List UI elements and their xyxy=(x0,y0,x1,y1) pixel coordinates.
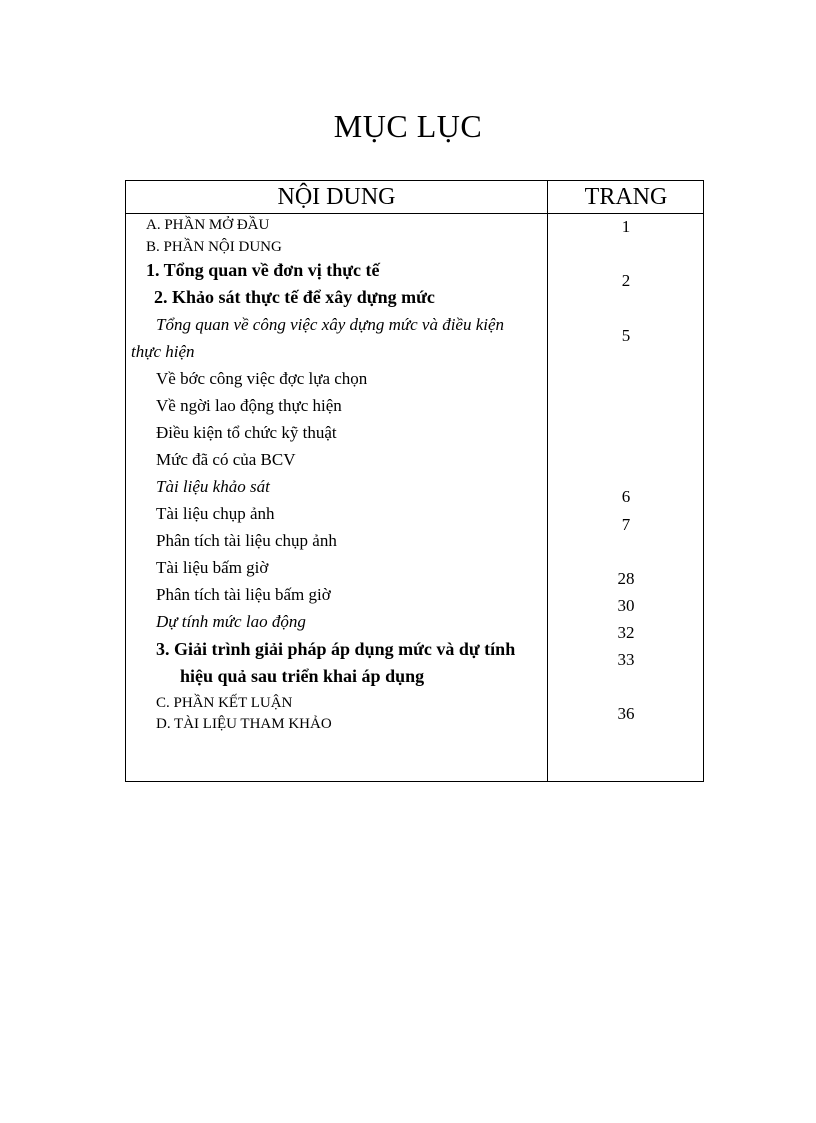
toc-entry: 2. Khảo sát thực tế để xây dựng mức xyxy=(154,287,435,307)
toc-entry: Về ngời lao động thực hiện xyxy=(156,396,342,415)
toc-entry: hiệu quả sau triển khai áp dụng xyxy=(180,666,425,686)
page-number: 1 xyxy=(621,217,631,236)
header-page: TRANG xyxy=(584,184,668,210)
column-divider xyxy=(547,181,548,781)
toc-entry: Tài liệu chụp ảnh xyxy=(156,504,275,523)
toc-entry: 1. Tổng quan về đơn vị thực tế xyxy=(146,260,380,280)
page-number: 5 xyxy=(621,326,631,345)
toc-entry: D. TÀI LIỆU THAM KHẢO xyxy=(156,716,332,732)
toc-entry: B. PHẦN NỘI DUNG xyxy=(146,239,282,255)
toc-entry: 3. Giải trình giải pháp áp dụng mức và dự tính xyxy=(156,639,516,659)
page-number: 36 xyxy=(617,704,635,723)
toc-entry: Tài liệu khảo sát xyxy=(156,477,270,496)
toc-entry: A. PHẦN MỞ ĐẦU xyxy=(146,217,270,233)
toc-entry: Mức đã có của BCV xyxy=(156,450,296,469)
page-number: 2 xyxy=(621,271,631,290)
toc-entry: C. PHẦN KẾT LUẬN xyxy=(156,695,293,711)
toc-entry: Tổng quan về công việc xây dựng mức và điều kiện xyxy=(156,315,505,334)
toc-entry: Điều kiện tổ chức kỹ thuật xyxy=(156,423,337,442)
header-divider xyxy=(126,213,703,214)
toc-entry: Phân tích tài liệu chụp ảnh xyxy=(156,531,337,550)
page-number: 7 xyxy=(621,515,631,534)
toc-entry: Phân tích tài liệu bấm giờ xyxy=(156,585,331,604)
page-number: 30 xyxy=(617,596,635,615)
toc-entry: Về bớc công việc đợc lựa chọn xyxy=(156,369,368,388)
toc-entry: thực hiện xyxy=(131,342,195,361)
header-content: NỘI DUNG xyxy=(277,184,396,210)
page-number: 33 xyxy=(617,650,635,669)
page-number: 28 xyxy=(617,569,635,588)
page-title: MỤC LỤC xyxy=(333,108,483,144)
toc-entry: Dự tính mức lao động xyxy=(156,612,306,631)
page-number: 6 xyxy=(621,487,631,506)
page-number: 32 xyxy=(617,623,635,642)
toc-table xyxy=(125,180,704,782)
toc-entry: Tài liệu bấm giờ xyxy=(156,558,269,577)
